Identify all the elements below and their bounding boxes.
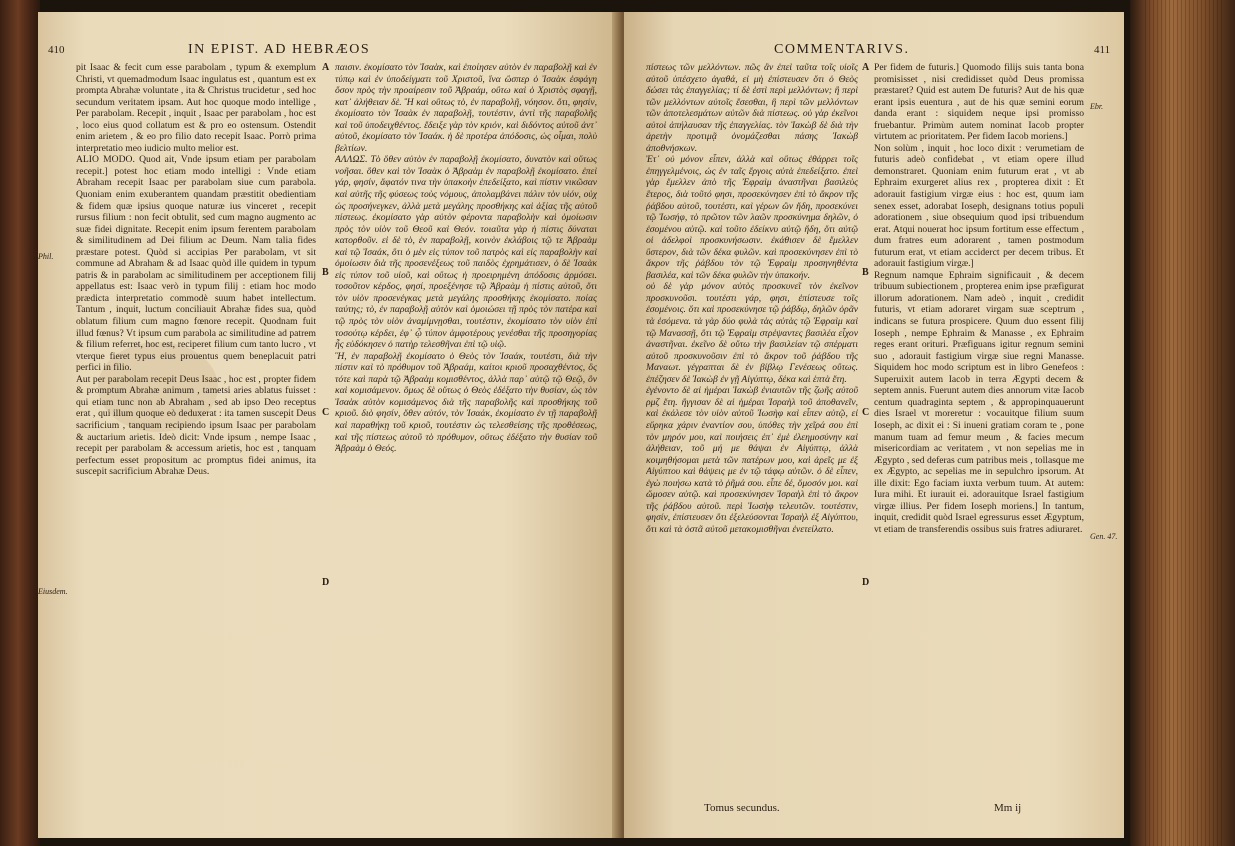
right-page [624,12,1124,838]
latin-paragraph: Aut per parabolam recepit Deus Isaac , hoc est , propter fidem & promptum Abrahæ animum , tametsi aries ablatus fuisset : qui etiam tunc non ab Abraham , sed ab ipso Deo receptus erat , qui illum quoque eò deduxerat : ita tamen suscepit Deus sacrificium , tanquam recipiendo ipsum Isaac per parabolam & auctarium arietis. Ideò dicit: Vnde ipsum , nempe Isaac , recepit per parabolam & accessum arietis, hoc est , tanquam perfectum esset propositum ac promptus fidei animus, ita suscepit sacrificium Abrahæ Deus. [76,373,316,478]
signature-line: Tomus secundus. [704,802,780,814]
catchword: Mm ij [994,802,1022,814]
section-letter: C [862,407,870,418]
section-letter: D [322,577,330,588]
greek-paragraph: πίστεως τῶν μελλόντων. πῶς ἂν ἐπεὶ ταῦτα τοῖς υἱοῖς αὐτοῦ ὑπέσχετο ἀγαθά, εἰ μὴ ἐπίστευσεν ὅτι ὁ Θεὸς δώσει τὰς ἐπαγγελίας; τί δὲ ἐστὶ περὶ μελλόντων; ἢ περὶ τῶν μελλόντων αὐτοῖς ἔσεσθαι, ἢ περὶ τῶν μελλόντων τῶν ἀποτελεσμάτων αὐτῶν διὰ πίστεως. οὐ γὰρ ἐκεῖνοι αὐτοὶ ἀπήλαυσαν τῆς ἐπαγγελίας. τὸν Ἰακὼβ δὲ διὰ τὴν ἀρετὴν προτιμᾷ ὀνομάζεσθαι πάσης Ἰακὼβ ἀποθνήσκων. [646,62,858,154]
margin-note: Phil. [38,252,54,261]
page-number: 411 [1094,44,1111,56]
section-letter: D [862,577,870,588]
left-page [38,12,620,838]
running-head: IN EPIST. AD HEBRÆOS [188,42,371,57]
latin-column [874,62,1084,830]
greek-column [335,62,597,830]
greek-paragraph: οὐ δὲ γὰρ μόνον αὐτὸς προσκυνεῖ τὸν ἐκεῖνον προσκυνοῦσι. τουτέστι γάρ, φησι, ἐπίστευσε τοῖς ἐσομένοις. ὅτι καὶ προσεκύνησε τῷ ῥάβδῳ, δηλῶν ὁρᾶν τὰ ἐσόμενα. τὰ γὰρ δύο φυλὰ τὰς αὐτὰς τῷ Ἐφραὶμ καὶ τῷ Μανασσῇ, ὅτι τῷ Ἐφραὶμ στρέψαντες βασιλέα εἶχον ἀναστῆναι. ἐκεῖνο δὲ οὕτω τὴν βασιλείαν τῷ σπέρματι αὐτοῦ προσκυνοῦσιν ἐπὶ τὸ ἄκρον τοῦ ῥάβδου τῆς Μαναωτ. γέγραπται δὲ ἐν βίβλῳ Γενέσεως οὕτως. ἐπέζησεν δὲ Ἰακὼβ ἐν γῇ Αἰγύπτῳ, δέκα καὶ ἑπτὰ ἔτη. [646,281,858,385]
latin-column [76,62,316,830]
latin-paragraph: Regnum namque Ephraim significauit , & decem tribuum subiectionem , propterea enim ipse præfigurat illorum adorationem. Nam adeò , inquit , credidit futuris, vt etiam adoraret virgam suæ sceptrum , indicans se futura prospicere. Quum duo essent filij Ioseph , nempe Ephraim & Manasse , ex Ephraim reges erant orituri. Præfiguans igitur regnum semini suo , adorauit fastigium virgæ siue regni Manasse. Siquidem hoc modo scriptum est in libro Genefeos : Superuixit autem Iacob in terra Ægypti decem & septem annis. Fuerunt autem dies annorum vitæ Iacob centum quadraginta septem , & appropinquauerunt dies Israel vt moreretur : vocauitque filium suum Ioseph, ac dixit ei : Si inueni gratiam coram te , pone manum tuam ad femur meum , & facies mecum misericordiam ac veritatem , vt non sepelias me in Ægypto , sed deferas cum patribus meis , tollasque me ex Ægypto, ac sepelias me in sepulchro ipsorum. At ille dixit: Ego faciam iuxta verbum tuum. At autem: Iura mihi. Et iurauit ei. adorauitque Israel fastigium virgæ illius. Per fidem Ioseph moriens.] In tantum, inquit, credidit quòd Israel egressurus esset Ægyptum, vt etiam de transferendis ossibus suis fratres adiuraret. [874,269,1084,535]
margin-note: Eiusdem. [38,587,68,596]
left-binding-edge [0,0,40,846]
greek-paragraph: Ἢ, ἐν παραβολῇ ἐκομίσατο ὁ Θεὸς τὸν Ἰσαάκ, τουτέστι, διὰ τὴν πίστιν καὶ τὸ πρόθυμον τοῦ Ἀβραάμ, καίτοι κριοῦ προσαχθέντος, ὃς τότε καὶ παρὰ τῷ Ἀβραὰμ κομισθέντος, ἀλλὰ παρ᾽ αὐτῷ τῷ Θεῷ, ὃν καὶ κομισάμενον. ὅμως δὲ οὕτως ὁ Θεὸς ἐδέξατο τὴν θυσίαν, ὡς τὸν Ἰσαὰκ αὐτὸν κομισάμενος διὰ τῆς παραβολῆς καὶ προσθήκης τοῦ κριοῦ. διὸ φησίν, ὅθεν αὐτόν, τὸν Ἰσαάκ, ἐκομίσατο ἐν τῇ παραβολῇ καὶ παραθήκῃ τοῦ κριοῦ, τουτέστιν ὡς τελεσθείσης τῆς προθέσεως, καὶ τῆς πίστεως αὐτοῦ τὸ πρόθυμον, οὕτως ἐδέξατο τὴν θυσίαν τοῦ Ἀβραὰμ ὁ Θεός. [335,350,597,455]
section-letter: A [862,62,870,73]
greek-column [646,62,858,792]
section-letter: C [322,407,330,418]
greek-paragraph: ἐγένοντο δὲ αἱ ἡμέραι Ἰακὼβ ἐνιαυτῶν τῆς ζωῆς αὐτοῦ ρμζ ἔτη. ἤγγισαν δὲ αἱ ἡμέραι Ἰσραὴλ τοῦ ἀποθανεῖν, καὶ ἐκάλεσε τὸν υἱὸν αὐτοῦ Ἰωσὴφ καὶ εἶπεν αὐτῷ, εἰ εὕρηκα χάριν ἐναντίον σου, ὑπόθες τὴν χεῖρά σου ἐπὶ τὸν μηρόν μου, καὶ ποιήσεις ἐπ᾽ ἐμὲ ἐλεημοσύνην καὶ ἀλήθειαν, τοῦ μή με θάψαι ἐν Αἰγύπτῳ, ἀλλὰ κοιμηθήσομαι μετὰ τῶν πατέρων μου, καὶ ἀρεῖς με ἐξ Αἰγύπτου καὶ θάψεις με ἐν τῷ τάφῳ αὐτῶν. ὁ δὲ εἶπεν, ἐγὼ ποιήσω κατὰ τὸ ῥῆμά σου. εἶπε δέ, ὄμοσόν μοι. καὶ ὤμοσεν αὐτῷ. καὶ προσεκύνησεν Ἰσραὴλ ἐπὶ τὸ ἄκρον τῆς ῥάβδου αὐτοῦ. περὶ Ἰωσὴφ τελευτῶν. τουτέστιν, φησίν, ἐπίστευσεν ὅτι ἐξελεύσονται Ἰσραὴλ ἐξ Αἰγύπτου, ὅτι καὶ τὰ ὀστᾶ αὐτοῦ μετακομισθῆναι ἐνετείλατο. [646,385,858,535]
running-head: COMMENTARIVS. [774,42,910,57]
latin-paragraph: ALIO MODO. Quod ait, Vnde ipsum etiam per parabolam recepit.] potest hoc etiam modo intelligi : Vnde etiam Abraham recepit Isaac per parabolam siue cum parabola. Quoniam enim exuberantem quandam præstitit obedientiam & fidem quæ ipsius quoque naturæ ius vinceret , recepit rursus filium : non fecit obtulit, sed cum magno augmento ac suæ fidei dignitate. Recepit enim ipsum ferentem parabolam & similitudinem ad Dei filium ac Deum. Nam talia fides præstare potest. Quòd si accipias Per parabolam, vt sit commune ad Abraham & ad Isaac quòd ille quidem in typum patris & in parabolam ac similitudinem per acceptionem filij appellatus est: Isaac verò in typum filij : etiam hoc modo prædicta interpretatio commodè suum habet intellectum. Tantum , inquit, luctum conciliauit Abrahæ fides sua, quòd oblatum filium cum magno fœnore recepit. Quodnam fuit illud fœnus? Vt ipsum cum parabola ac similitudine ad patrem & filium referret, hoc est, reciperet filium cum tanto lucro , vt vterque fieret typus eius prouentus quem beneplacuit patri perfici in filio. [76,154,316,374]
greek-paragraph: παισιν. ἐκομίσατο τὸν Ἰσαὰκ, καὶ ἐποίησεν αὐτὸν ἐν παραβολῇ καὶ ἐν τύπῳ καὶ ἐν ὑποδείγματι τοῦ Χριστοῦ, ἵνα ὥσπερ ὁ Ἰσαὰκ ἐσφάγη ὅσον πρὸς τὴν προαίρεσιν τοῦ Ἀβραάμ, οὕτω καὶ ὁ Χριστὸς σφαγῇ, κατ᾽ ἀλήθειαν δὲ. Ἢ καὶ οὕτως τὸ, ἐν παραβολῇ, νόησον. ὅτι, φησίν, ἐκομίσατο τὸν Ἰσαὰκ ἐν παραβολῇ, τουτέστιν, ἀντὶ τῆς παραβολῆς καὶ τοῦ ὑποδειχθέντος. ἔδειξε γὰρ τὸν κριόν, καὶ διδόντος αὐτοῦ ἀντ᾽ αὐτοῦ, ἐκομίσατο τὸν Ἰσαάκ. ἡ δὲ προτέρα ἀπόδοσις, ὡς οἶμαι, πολὺ βελτίων. [335,62,597,154]
greek-paragraph: ΑΛΛΩΣ. Τὸ ὅθεν αὐτὸν ἐν παραβολῇ ἐκομίσατο, δυνατὸν καὶ οὕτως νοῆσαι. ὅθεν καὶ τὸν Ἰσαὰκ ὁ Ἀβραὰμ ἐν παραβολῇ ἐκομίσατο. ἐπεὶ γάρ, φησίν, ἄφατόν τινα τὴν ὑπακοὴν ἐπεδείξατο, καὶ πίστιν νικῶσαν καὶ αὐτῆς τῆς φύσεως τοὺς νόμους, ἀπολαμβάνει πάλιν τὸν υἱόν, οὐχ ὡς προσήνεγκεν, ἀλλὰ μετὰ μεγάλης προσθήκης καὶ ἀξίας τῆς αὐτοῦ πίστεως. ἐκομίσατο γὰρ αὐτὸν φέροντα παραβολὴν καὶ ὁμοίωσιν πρὸς τὸν υἱὸν τοῦ Θεοῦ καὶ Θεόν. τοιαῦτα γὰρ ἡ πίστις δύναται κατορθοῦν. εἰ δὲ τὸ, ἐν παραβολῇ, κοινὸν ἐκλάβοις τῷ τε Ἀβραὰμ καὶ τῷ Ἰσαάκ, ὅτι ὁ μὲν εἰς τύπον τοῦ πατρὸς καὶ εἰς παραβολὴν καὶ ὁμοίωσιν διὰ τῆς προσενέξεως τοῦ παιδὸς ἐχρημάτισεν, ὁ δὲ Ἰσαὰκ εἰς τύπον τοῦ υἱοῦ, καὶ οὕτως ἡ προειρημένη ἀπόδοσις ἁρμόσει. τοσοῦτον κέρδος, φησί, προεξένησε τῷ Ἀβραὰμ ἡ πίστις αὐτοῦ, ὅτι τὸν υἱὸν προσενέγκας μετὰ μεγάλης προσθήκης ἐκομίσατο. ποίας ταύτης; τὸ, ἐν παραβολῇ αὐτὸν καὶ ὁμοιώσει τῇ πρὸς τὸν πατέρα καὶ τῷ πρὸς τὸν υἱὸν ἀναμίμνῃσθαι, τουτέστιν, ἐκομίσατο τὸν υἱὸν ἐπὶ τοσούτῳ κέρδει, ἐφ᾽ ᾧ τύπον ἀμφοτέρους γενέσθαι τῆς προσηγορίας ἧς εὐδόκησεν ὁ πατὴρ τελεσθῆναι ἐπὶ τῷ υἱῷ. [335,154,597,351]
page-number: 410 [48,44,65,56]
margin-note: Ebr. [1090,102,1104,111]
section-letter: B [322,267,329,278]
margin-note: Gen. 47. [1090,532,1118,541]
section-letter: A [322,62,330,73]
latin-paragraph: pit Isaac & fecit cum esse parabolam , typum & exemplum Christi, vt quemadmodum Isaac ingulatus est , quantum est ex prompta Abrahæ voluntate , ita & Christus trucidetur , sed hoc secundum veritatem ipsam. Aut hoc quoque modo intellige , Per parabolam. Recepit , inquit , Isaac per parabolam , hoc est , loco eius quod collatum est & pro eo ostensum. Ostendit enim arietem , & eo pro filio dato recepit Isaac. Porrò prima interpretatio meo iudicio multo melior est. [76,62,316,154]
page-edges [1145,0,1225,846]
section-letter: B [862,267,869,278]
greek-paragraph: Ἐτ᾽ οὐ μόνον εἶπεν, ἀλλὰ καὶ οὕτως ἐθάρρει τοῖς ἐπηγγελμένοις, ὡς ἐν ταῖς ἔργοις αὐτὰ ἐπεδείξατο. ἐπεὶ γὰρ ἔμελλεν ἀπὸ τῆς Ἐφραὶμ ἀναστῆναι βασιλεὺς ἕτερος, διὰ τοῦτό φησι, προσεκύνησεν ἐπὶ τὸ ἄκρον τῆς ῥάβδου αὐτοῦ, τουτέστι, καὶ γέρων ὢν ἤδη, προσεκύνει τῷ Ἰωσήφ, τὸ πρῶτον τῶν λαῶν προσκύνημα δηλῶν, ὁ ἐσομένου αὐτῷ. καὶ τοῦτο ἐδείκνυ αὐτῷ ἤδη, ὅτι αὐτῷ οἱ ἀδελφοὶ προσκυνήσωσιν. ἐκάθισεν δὲ ἔμελλεν ὕστερον, διὰ τῶν δέκα φυλῶν. καὶ προσεκύνησεν ἐπὶ τὸ ἄκρον τῆς ῥάβδου τὸν τῷ Ἐφραὶμ προσηνηθέντα βασιλέα, καὶ τῶν δέκα φυλῶν τὴν ὑπακοήν. [646,154,858,281]
right-binding-edge [1130,0,1235,846]
latin-paragraph: Per fidem de futuris.] Quomodo filijs suis tanta bona promisisset , nisi credidisset quòd Deus promissa præstaret? Quid est autem De futuris? Aut de his quæ erant ipsis euentura , aut de his quæ semini eorum danda erant : siquidem neque ipsi promisso fruebantur. Primùm autem nominat Iacob propter virtutem ac prioritatem. Per fidem Iacob moriens.] [874,62,1084,143]
latin-paragraph: Non solùm , inquit , hoc loco dixit : verumetiam de futuris adeò confidebat , vt etiam opere illud demonstraret. Quoniam enim futurum erat , vt ab Ephraim exurgeret alius rex , propterea dixit : Et adorauit fastigium virgæ eius : hoc est, quum iam senex esset, adorabat Ioseph, designans totius populi adorationem , siue obsequium quod ipsi tribuendum erat. Atqui nouerat hoc ipsum fortitum esse effectum , dum fratres eum adorarent , tamen postmodum futurum erat, vt etiam acciderct per decem tribus. Et adorauit fastigium virgæ.] [874,142,1084,270]
